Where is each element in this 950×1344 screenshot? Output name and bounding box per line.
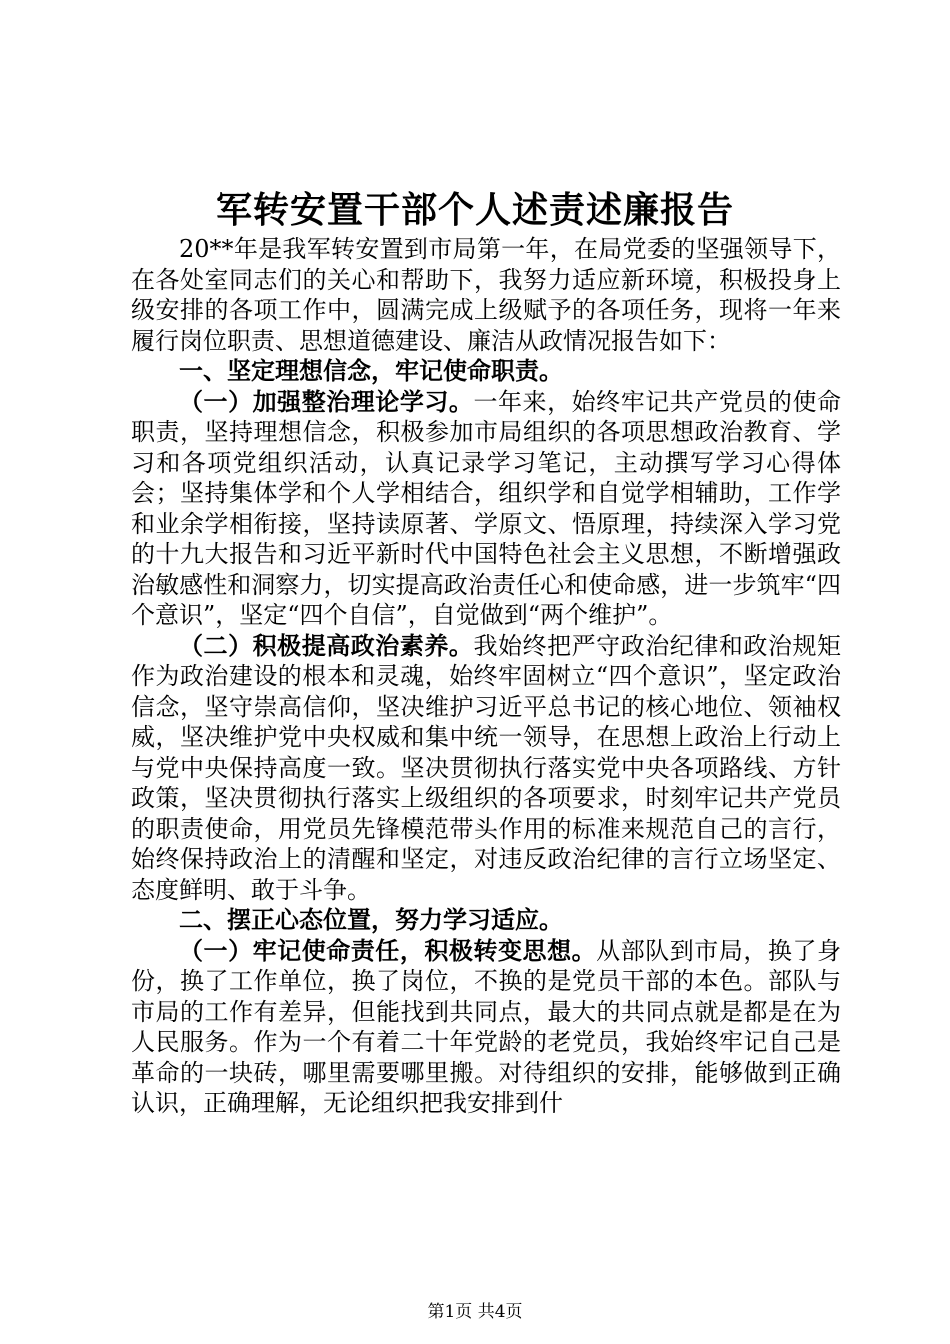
section-heading-1 [131, 356, 841, 387]
document-title: 军转安置干部个人述责述廉报告 [215, 189, 734, 231]
paragraph-text: 20**年是我军转安置到市局第一年，在局党委的坚强领导下，在各处室同志们的关心和帮助下，我努力适应新环境，积极投身上级安排的各项工作中，圆满完成上级赋予的各项任务，现将一年来履行岗位职责、思想道德建设、廉洁从政情况报告如下： [131, 235, 841, 355]
page-number-footer: 第1页 共4页 [427, 1302, 523, 1322]
subsection-heading: （二）积极提高政治素养。 [179, 630, 474, 660]
section-heading-2 [131, 905, 841, 936]
section-heading-text: 一、坚定理想信念，牢记使命职责。 [179, 356, 563, 385]
section-heading-text: 二、摆正心态位置，努力学习适应。 [179, 905, 563, 934]
document-body [131, 234, 841, 1119]
paragraph-intro [131, 234, 841, 356]
paragraph-2-1 [131, 936, 841, 1119]
paragraph-1-2 [131, 631, 841, 906]
paragraph-text: 从部队到市局，换了身份，换了工作单位，换了岗位，不换的是党员干部的本色。部队与市局的工作有差异，但能找到共同点，最大的共同点就是都是在为人民服务。作为一个有着二十年党龄的老党员，我始终牢记自己是革命的一块砖，哪里需要哪里搬。对待组织的安排，能够做到正确认识，正确理解，无论组织把我安排到什 [131, 936, 842, 1117]
subsection-heading: （一）牢记使命责任，积极转变思想。 [179, 935, 597, 965]
paragraph-1-1 [131, 387, 841, 631]
paragraph-text: 我始终把严守政治纪律和政治规矩作为政治建设的根本和灵魂，始终牢固树立“四个意识”，坚定政治信念，坚守崇高信仰，坚决维护习近平总书记的核心地位、领袖权威，坚决维护党中央权威和集中统一领导，在思想上政治上行动上与党中央保持高度一致。坚决贯彻执行落实党中央各项路线、方针政策，坚决贯彻执行落实上级组织的各项要求，时刻牢记共产党员的职责使命，用党员先锋模范带头作用的标准来规范自己的言行，始终保持政治上的清醒和坚定，对违反政治纪律的言行立场坚定、态度鲜明、敢于斗争。 [131, 631, 842, 904]
subsection-heading: （一）加强整治理论学习。 [179, 386, 474, 416]
paragraph-text: 一年来，始终牢记共产党员的使命职责，坚持理想信念，积极参加市局组织的各项思想政治教育、学习和各项党组织活动，认真记录学习笔记，主动撰写学习心得体会；坚持集体学和个人学相结合，组织学和自觉学相辅助，工作学和业余学相衔接，坚持读原著、学原文、悟原理，持续深入学习党的十九大报告和习近平新时代中国特色社会主义思想，不断增强政治敏感性和洞察力，切实提高政治责任心和使命感，进一步筑牢“四个意识”，坚定“四个自信”，自觉做到“两个维护”。 [131, 387, 842, 629]
